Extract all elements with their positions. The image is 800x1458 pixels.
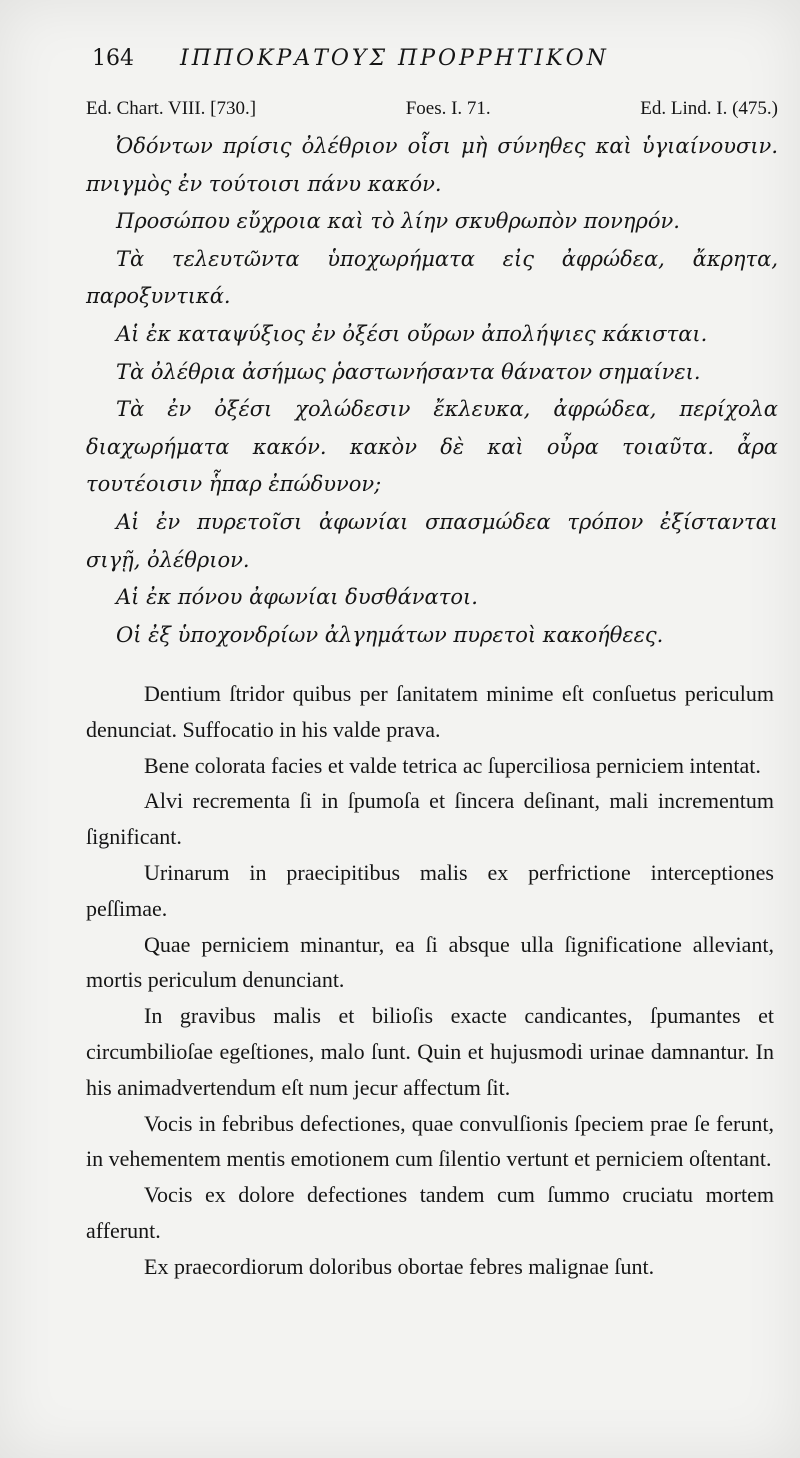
- greek-paragraph: Ὀδόντων πρίσις ὀλέθριον οἷσι μὴ σύνηθες καὶ ὑγιαίνουσιν. πνιγμὸς ἐν τούτοισι πάνυ κακόν.: [86, 134, 778, 196]
- page-number: 164: [92, 46, 134, 71]
- latin-translation: [86, 676, 774, 1285]
- latin-paragraph: Urinarum in praecipitibus malis ex perfrictione interceptiones peſſimae.: [86, 859, 774, 921]
- greek-paragraph: Τὰ ὀλέθρια ἀσήμως ῥαστωνήσαντα θάνατον σημαίνει.: [116, 359, 701, 384]
- greek-paragraph: Προσώπου εὔχροια καὶ τὸ λίην σκυθρωπὸν πονηρόν.: [116, 209, 680, 234]
- edition-references: [86, 98, 778, 120]
- greek-paragraph: Αἱ ἐκ καταψύξιος ἐν ὀξέσι οὔρων ἀπολήψιες κάκισται.: [116, 321, 708, 346]
- greek-paragraph: Οἱ ἐξ ὑποχονδρίων ἀλγημάτων πυρετοὶ κακοήθεες.: [116, 622, 664, 647]
- greek-paragraph: Τὰ τελευτῶντα ὑποχωρήματα εἰς ἀφρώδεα, ἄκρητα, παροξυντικά.: [86, 246, 778, 309]
- greek-paragraph: Τὰ ἐν ὀξέσι χολώδεσιν ἔκλευκα, ἀφρώδεα, περίχολα διαχωρήματα κακόν. κακὸν δὲ καὶ οὖρα τοιαῦτα. ἆρα τουτέοισιν ἧπαρ ἐπώδυνον;: [86, 397, 778, 497]
- latin-paragraph: Vocis ex dolore defectiones tandem cum ſummo cruciatu mortem afferunt.: [86, 1182, 774, 1243]
- latin-paragraph: Alvi recrementa ſi in ſpumoſa et ſincera deſinant, mali incrementum ſignificant.: [86, 788, 774, 850]
- running-header: [92, 46, 740, 71]
- latin-paragraph: In gravibus malis et bilioſis exacte candicantes, ſpumantes et circumbilioſae egeſtiones, malo ſunt. Quin et hujusmodi urinae damnantur. In his animadvertendum eſt num jecur affectum ſit.: [86, 1003, 774, 1100]
- latin-paragraph: Ex praecordiorum doloribus obortae febres malignae ſunt.: [144, 1253, 655, 1279]
- ref-lind: Ed. Lind. I. (475.): [640, 98, 778, 119]
- latin-paragraph: Quae perniciem minantur, ea ſi absque ulla ſignificatione alleviant, mortis periculum denunciant.: [86, 931, 774, 993]
- latin-paragraph: Bene colorata facies et valde tetrica ac ſuperciliosa perniciem intentat.: [144, 752, 761, 778]
- ref-foesius: Foes. I. 71.: [405, 98, 491, 119]
- running-title: ΙΠΠΟΚΡΑΤΟΥΣ ΠΡΟΡΡΗΤΙΚΟΝ: [180, 46, 609, 71]
- ref-chartier: Ed. Chart. VIII. [730.]: [86, 98, 257, 119]
- greek-paragraph: Αἱ ἐν πυρετοῖσι ἀφωνίαι σπασμώδεα τρόπον ἐξίστανται σιγῇ, ὀλέθριον.: [86, 509, 778, 572]
- greek-paragraph: Αἱ ἐκ πόνου ἀφωνίαι δυσθάνατοι.: [116, 585, 478, 610]
- latin-paragraph: Dentium ſtridor quibus per ſanitatem minime eſt conſuetus periculum denunciat. Suffocatio in his valde prava.: [86, 681, 774, 742]
- greek-text: [86, 128, 778, 654]
- latin-paragraph: Vocis in febribus defectiones, quae convulſionis ſpeciem prae ſe ferunt, in vehementem mentis emotionem cum ſilentio vertunt et perniciem oſtentant.: [86, 1110, 774, 1172]
